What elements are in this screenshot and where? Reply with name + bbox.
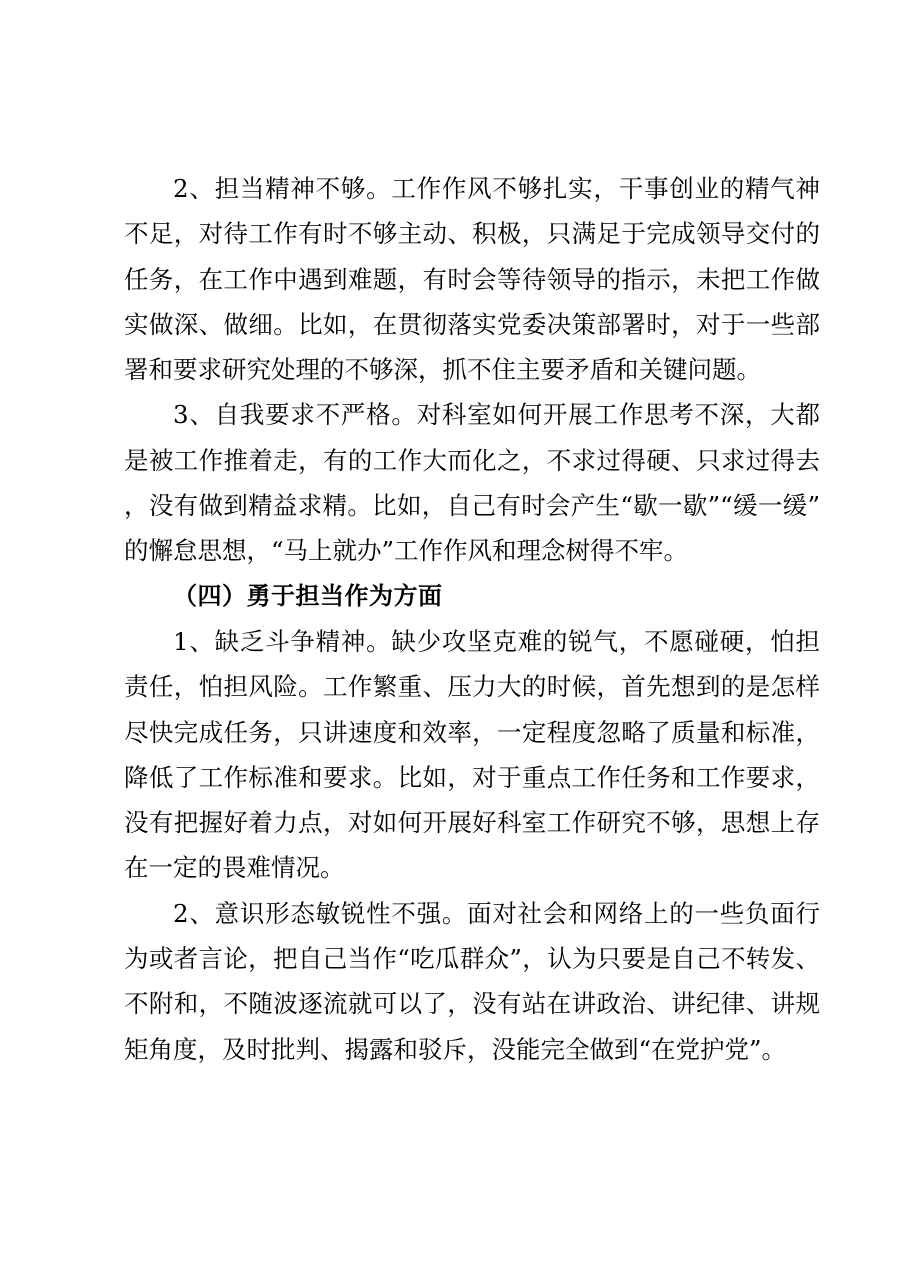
paragraph-fighting-spirit: 1、缺乏斗争精神。缺少攻坚克难的锐气，不愿碰硬，怕担责任，怕担风险。工作繁重、压力大的时候，首先想到的是怎样尽快完成任务，只讲速度和效率，一定程度忽略了质量和标准，降低了工作标准和要求。比如，对于重点工作任务和工作要求，没有把握好着力点，对如何开展好科室工作研究不够，思想上存在一定的畏难情况。 xyxy=(124,626,820,883)
document-body xyxy=(124,166,820,1072)
section-heading-courage-to-act: （四）勇于担当作为方面 xyxy=(173,581,443,610)
paragraph-responsibility-spirit: 2、担当精神不够。工作作风不够扎实，干事创业的精气神不足，对待工作有时不够主动、积极，只满足于完成领导交付的任务，在工作中遇到难题，有时会等待领导的指示，未把工作做实做深、做细。比如，在贯彻落实党委决策部署时，对于一些部署和要求研究处理的不够深，抓不住主要矛盾和关键问题。 xyxy=(124,174,820,385)
paragraph-ideological-sensitivity: 2、意识形态敏锐性不强。面对社会和网络上的一些负面行为或者言论，把自己当作“吃瓜群众”，认为只要是自己不转发、不附和，不随波逐流就可以了，没有站在讲政治、讲纪律、讲规矩角度，及时批判、揭露和驳斥，没能完全做到“在党护党”。 xyxy=(124,898,820,1064)
paragraph-self-requirement: 3、自我要求不严格。对科室如何开展工作思考不深，大都是被工作推着走，有的工作大而化之，不求过得硬、只求过得去，没有做到精益求精。比如，自己有时会产生“歇一歇”“缓一缓”的懈怠思想，“马上就办”工作作风和理念树得不牢。 xyxy=(124,400,820,566)
